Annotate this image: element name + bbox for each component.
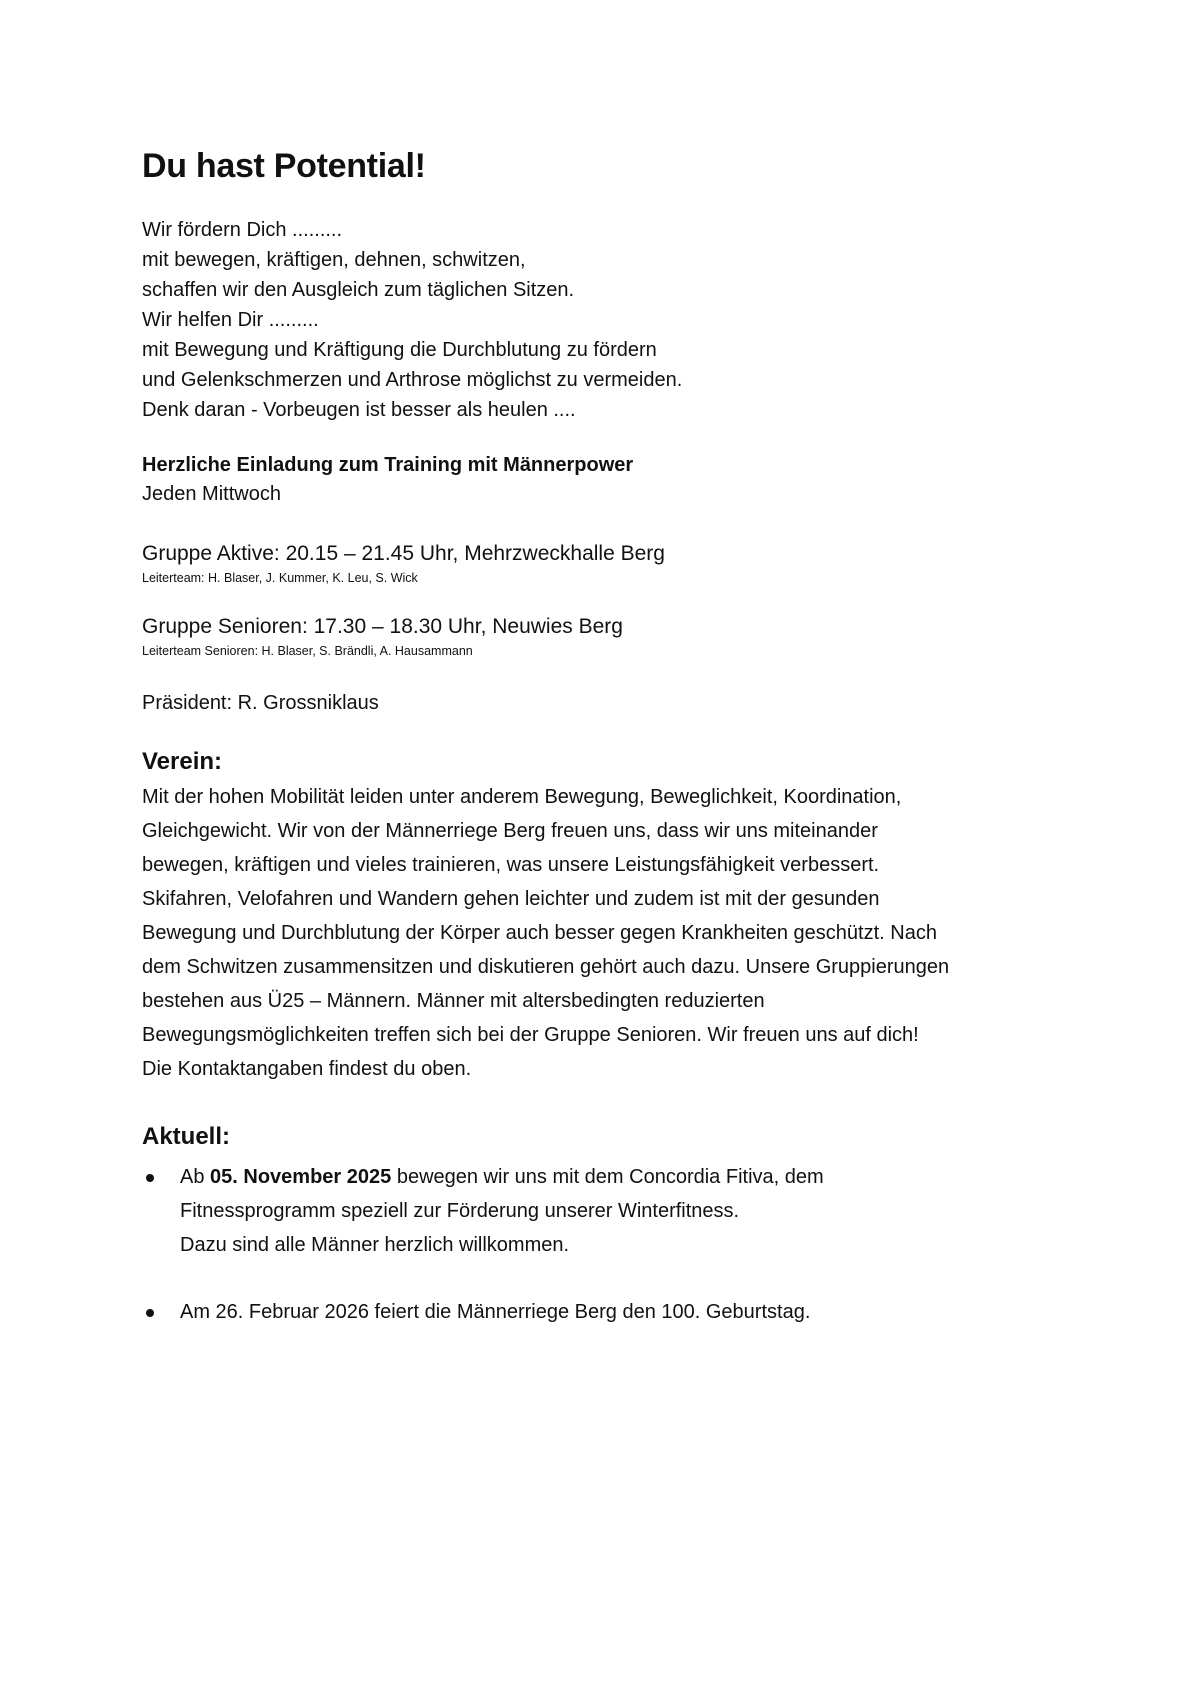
verein-line: bestehen aus Ü25 – Männern. Männer mit altersbedingten reduzierten <box>142 990 765 1012</box>
aktuell-heading: Aktuell: <box>142 1123 231 1150</box>
intro-line: Wir fördern Dich ......... <box>142 219 343 241</box>
aktuell-list-item <box>142 1295 1042 1329</box>
group-aktive-title: Gruppe Aktive: 20.15 – 21.45 Uhr, Mehrzweckhalle Berg <box>142 542 665 565</box>
aktuell-item1-line3: Dazu sind alle Männer herzlich willkommen. <box>180 1234 570 1256</box>
intro-text <box>142 215 682 425</box>
verein-line: Bewegungsmöglichkeiten treffen sich bei der Gruppe Senioren. Wir freuen uns auf dich! <box>142 1024 919 1046</box>
item1-rest: bewegen wir uns mit dem Concordia Fitiva, dem <box>391 1166 824 1188</box>
verein-line: dem Schwitzen zusammensitzen und diskutieren gehört auch dazu. Unsere Gruppierungen <box>142 956 950 978</box>
verein-line: Gleichgewicht. Wir von der Männerriege Berg freuen uns, dass wir uns miteinander <box>142 820 878 842</box>
bullet-icon <box>146 1309 154 1317</box>
aktuell-item1-line2: Fitnessprogramm speziell zur Förderung unserer Winterfitness. <box>180 1200 740 1222</box>
verein-line: Die Kontaktangaben findest du oben. <box>142 1058 472 1080</box>
intro-line: mit bewegen, kräftigen, dehnen, schwitzen, <box>142 249 526 271</box>
aktuell-item2: Am 26. Februar 2026 feiert die Männerriege Berg den 100. Geburtstag. <box>180 1301 811 1323</box>
group-senioren-title: Gruppe Senioren: 17.30 – 18.30 Uhr, Neuwies Berg <box>142 615 623 638</box>
item1-date: 05. November 2025 <box>210 1166 392 1188</box>
aktuell-list-item <box>142 1160 1042 1262</box>
intro-line: schaffen wir den Ausgleich zum täglichen Sitzen. <box>142 279 575 301</box>
intro-line: Denk daran - Vorbeugen ist besser als heulen .... <box>142 399 576 421</box>
item1-prefix: Ab <box>180 1166 211 1188</box>
invitation-heading: Herzliche Einladung zum Training mit Männerpower <box>142 454 634 476</box>
verein-line: Bewegung und Durchblutung der Körper auch besser gegen Krankheiten geschützt. Nach <box>142 922 937 944</box>
aktuell-item1-line1 <box>180 1160 824 1194</box>
verein-line: Skifahren, Velofahren und Wandern gehen leichter und zudem ist mit der gesunden <box>142 888 880 910</box>
verein-paragraph <box>142 780 1042 1086</box>
president: Präsident: R. Grossniklaus <box>142 692 379 714</box>
bullet-icon <box>146 1174 154 1182</box>
intro-line: mit Bewegung und Kräftigung die Durchblutung zu fördern <box>142 339 657 361</box>
verein-line: Mit der hohen Mobilität leiden unter anderem Bewegung, Beweglichkeit, Koordination, <box>142 786 902 808</box>
group-aktive-leaders: Leiterteam: H. Blaser, J. Kummer, K. Leu, S. Wick <box>142 571 418 585</box>
verein-heading: Verein: <box>142 748 223 775</box>
page-title: Du hast Potential! <box>142 147 426 185</box>
intro-line: Wir helfen Dir ......... <box>142 309 319 331</box>
intro-line: und Gelenkschmerzen und Arthrose möglichst zu vermeiden. <box>142 369 683 391</box>
verein-line: bewegen, kräftigen und vieles trainieren, was unsere Leistungsfähigkeit verbessert. <box>142 854 880 876</box>
invitation-day: Jeden Mittwoch <box>142 483 281 505</box>
group-senioren-leaders: Leiterteam Senioren: H. Blaser, S. Brändli, A. Hausammann <box>142 644 473 658</box>
